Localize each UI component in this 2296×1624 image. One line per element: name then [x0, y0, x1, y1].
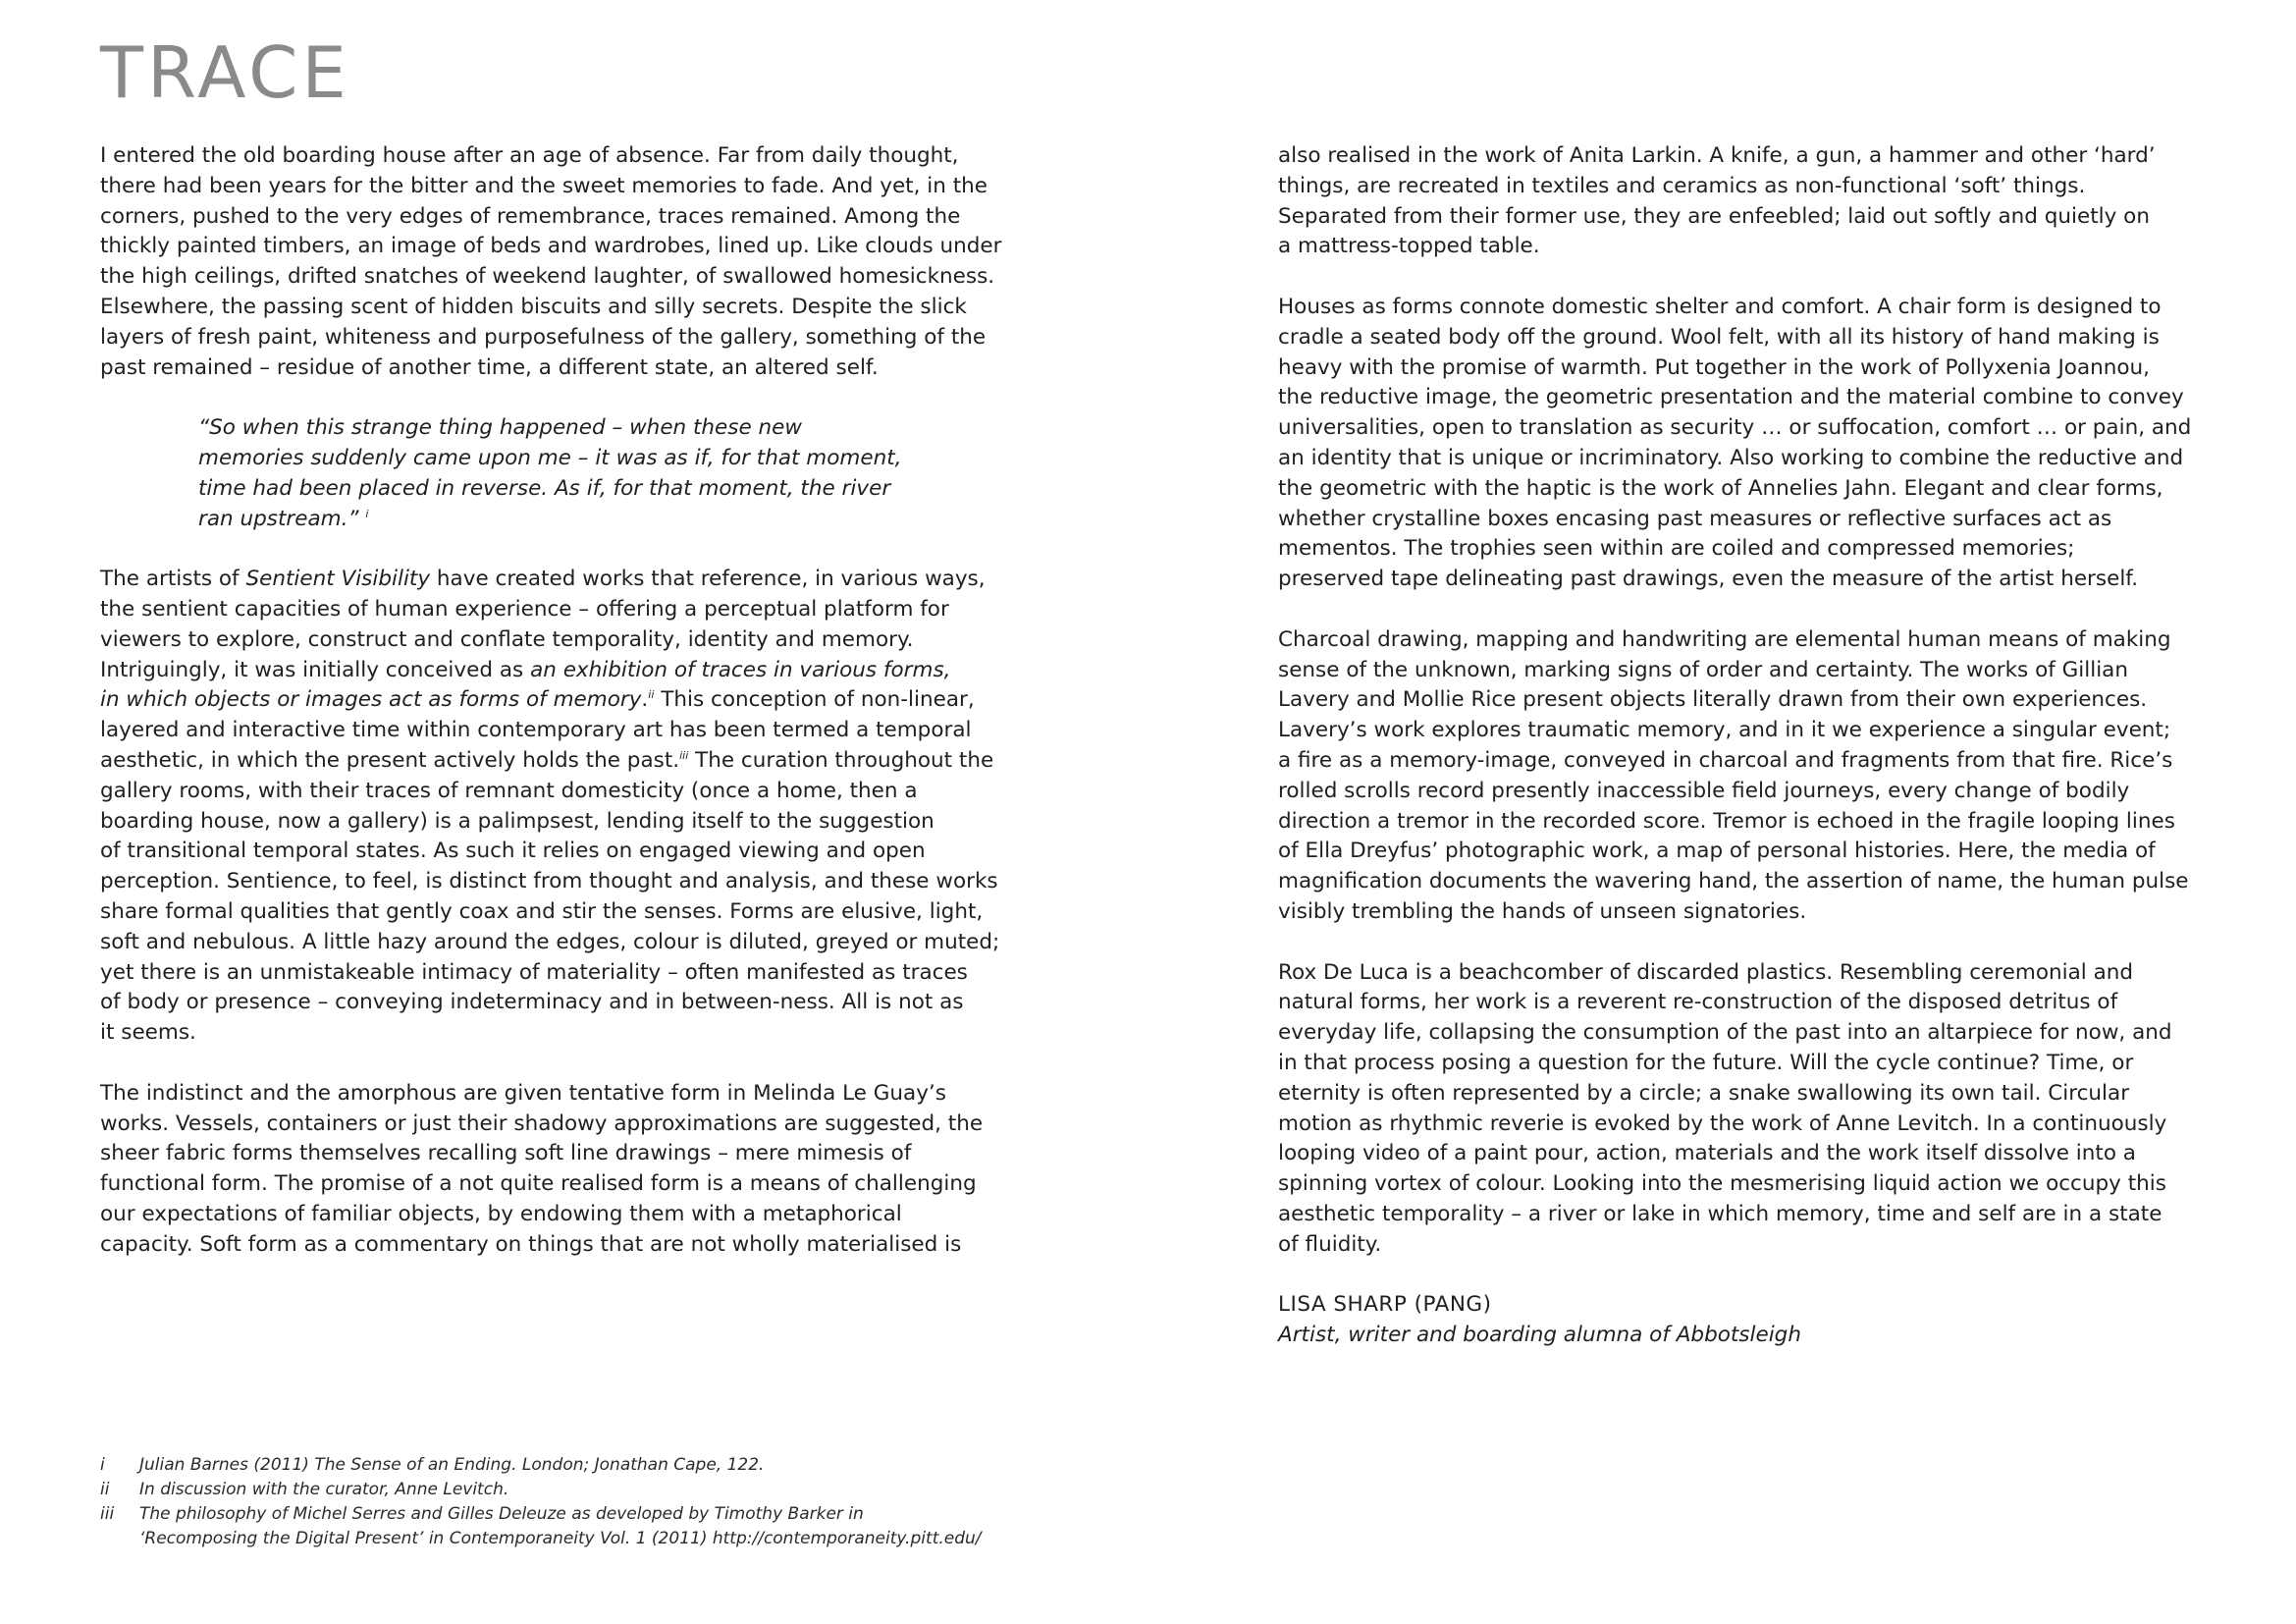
text-line: sheer fabric forms themselves recalling soft line drawings – mere mimesis of — [100, 1141, 912, 1166]
text-line: spinning vortex of colour. Looking into the mesmerising liquid action we occupy this — [1278, 1171, 2166, 1197]
text-line — [100, 656, 1042, 686]
text-line: soft and nebulous. A little hazy around the edges, colour is diluted, greyed or muted; — [100, 929, 1000, 954]
text-line: corners, pushed to the very edges of remembrance, traces remained. Among the — [100, 203, 961, 229]
text-line: of body or presence – conveying indeterminacy and in between-ness. All is not as — [100, 990, 964, 1015]
text-line: capacity. Soft form as a commentary on things that are not wholly materialised is — [100, 1231, 962, 1257]
text-line: natural forms, her work is a reverent re-construction of the disposed detritus of — [1278, 990, 2118, 1015]
text-line: things, are recreated in textiles and ceramics as non-functional ‘soft’ things. — [1278, 173, 2086, 198]
footnote-text: Julian Barnes (2011) The Sense of an Ending. London; Jonathan Cape, 122. — [139, 1455, 765, 1475]
text-line — [100, 565, 1042, 595]
text-italic: an exhibition of traces in various forms, — [530, 657, 951, 682]
text-line: Charcoal drawing, mapping and handwriting are elemental human means of making — [1278, 626, 2171, 652]
text-line: layered and interactive time within contemporary art has been termed a temporal — [100, 718, 972, 743]
text-line: works. Vessels, containers or just their shadowy approximations are suggested, the — [100, 1110, 984, 1136]
text-line: the high ceilings, drifted snatches of weekend laughter, of swallowed homesickness. — [100, 264, 995, 290]
text-line: mementos. The trophies seen within are coiled and compressed memories; — [1278, 536, 2075, 562]
footnote — [100, 1527, 1180, 1551]
exhibition-title: Sentient Visibility — [245, 567, 431, 592]
footnote — [100, 1502, 1180, 1527]
text-line: motion as rhythmic reverie is evoked by the work of Anne Levitch. In a continuously — [1278, 1110, 2167, 1136]
text-line: universalities, open to translation as security … or suffocation, comfort … or pain, and — [1278, 415, 2192, 441]
quote-text: ran upstream.” — [198, 506, 359, 531]
text-line: of Ella Dreyfus’ photographic work, a map of personal histories. Here, the media of — [1278, 839, 2156, 864]
text-line: Rox De Luca is a beachcomber of discarded plastics. Resembling ceremonial and — [1278, 959, 2134, 985]
footnote-ref: i — [365, 507, 369, 520]
text-line: eternity is often represented by a circle; a snake swallowing its own tail. Circular — [1278, 1080, 2130, 1106]
text-line: gallery rooms, with their traces of remnant domesticity (once a home, then a — [100, 778, 918, 803]
text-line: whether crystalline boxes encasing past measures or reflective surfaces act as — [1278, 506, 2112, 531]
text-line: a mattress-topped table. — [1278, 234, 1540, 259]
text-line: Elsewhere, the passing scent of hidden biscuits and silly secrets. Despite the slick — [100, 294, 967, 319]
text-line: cradle a seated body off the ground. Wool felt, with all its history of hand making is — [1278, 324, 2160, 350]
text-line: aesthetic temporality – a river or lake in which memory, time and self are in a state — [1278, 1201, 2163, 1226]
text-line: layers of fresh paint, whiteness and purposefulness of the gallery, something of the — [100, 324, 987, 350]
text-line: the geometric with the haptic is the work of Annelies Jahn. Elegant and clear forms, — [1278, 475, 2163, 501]
paragraph-charcoal — [1278, 625, 2220, 928]
paragraph-larkin — [1278, 141, 2220, 262]
author-role: Artist, writer and boarding alumna of Abbotsleigh — [1278, 1323, 1801, 1348]
text-line: I entered the old boarding house after an age of absence. Far from daily thought, — [100, 143, 959, 168]
footnote-text: ‘Recomposing the Digital Present’ in Contemporaneity Vol. 1 (2011) http://contemporaneity.pitt.edu/ — [139, 1529, 982, 1548]
page-title: TRACE — [100, 31, 350, 114]
quote-line: “So when this strange thing happened – when these new — [198, 415, 802, 441]
footnote — [100, 1453, 1180, 1478]
paragraph-de-luca — [1278, 958, 2220, 1261]
right-column — [1278, 141, 2220, 1351]
paragraph-le-guay — [100, 1079, 1042, 1261]
text-line: magnification documents the wavering hand, the assertion of name, the human pulse — [1278, 869, 2189, 894]
quote-line: memories suddenly came upon me – it was as if, for that moment, — [198, 445, 902, 470]
footnote-mark: iii — [100, 1504, 115, 1524]
text-run: The curation throughout the — [688, 747, 994, 773]
text-line: an identity that is unique or incriminatory. Also working to combine the reductive and — [1278, 445, 2184, 470]
text-line: visibly trembling the hands of unseen signatories. — [1278, 898, 1807, 924]
text-line: looping video of a paint pour, action, materials and the work itself dissolve into a — [1278, 1141, 2136, 1166]
quote-line — [198, 505, 1042, 535]
footnote-mark — [100, 1527, 139, 1551]
footnote-text: In discussion with the curator, Anne Levitch. — [139, 1480, 509, 1499]
footnote — [100, 1478, 1180, 1502]
footnote-ref: iii — [679, 748, 689, 762]
text-line: preserved tape delineating past drawings, even the measure of the artist herself. — [1278, 567, 2139, 592]
footnote-mark: i — [100, 1455, 105, 1475]
author-name: LISA SHARP (PANG) — [1278, 1292, 1492, 1318]
quote-line: time had been placed in reverse. As if, for that moment, the river — [198, 475, 891, 501]
text-line: in that process posing a question for the future. Will the cycle continue? Time, or — [1278, 1050, 2134, 1075]
text-line: heavy with the promise of warmth. Put together in the work of Pollyxenia Joannou, — [1278, 354, 2150, 380]
footnote-ref: ii — [648, 688, 655, 702]
text-line: Houses as forms connote domestic shelter and comfort. A chair form is designed to — [1278, 294, 2162, 319]
text-line: it seems. — [100, 1020, 196, 1046]
text-line: the sentient capacities of human experience – offering a perceptual platform for — [100, 596, 949, 622]
text-run: This conception of non-linear, — [654, 687, 975, 713]
text-line: past remained – residue of another time, a different state, an altered self. — [100, 354, 879, 380]
text-line: in which objects or images act as forms of memory.$^{ii}$ This conception of non-linear, — [100, 687, 975, 713]
text-italic: in which objects or images act as forms of memory — [100, 687, 642, 713]
text-line: of fluidity. — [1278, 1231, 1382, 1257]
text-line: also realised in the work of Anita Larkin. A knife, a gun, a hammer and other ‘hard’ — [1278, 143, 2156, 168]
paragraph-artists — [100, 565, 1042, 1049]
text-line: thickly painted timbers, an image of beds and wardrobes, lined up. Like clouds under — [100, 234, 1002, 259]
text-line: share formal qualities that gently coax and stir the senses. Forms are elusive, light, — [100, 898, 984, 924]
paragraph-houses — [1278, 293, 2220, 595]
text-line: The indistinct and the amorphous are given tentative form in Melinda Le Guay’s — [100, 1080, 946, 1106]
text-run: The artists of — [100, 567, 246, 592]
text-line: everyday life, collapsing the consumption of the past into an altarpiece for now, and — [1278, 1020, 2172, 1046]
text-line: viewers to explore, construct and conflate temporality, identity and memory. — [100, 626, 914, 652]
text-line: direction a tremor in the recorded score. Tremor is echoed in the fragile looping lines — [1278, 808, 2175, 834]
text-line: a fire as a memory-image, conveyed in charcoal and fragments from that fire. Rice’s — [1278, 747, 2173, 773]
left-column — [100, 141, 1042, 1290]
text-line — [100, 746, 1042, 777]
text-line: our expectations of familiar objects, by endowing them with a metaphorical — [100, 1201, 902, 1226]
paragraph-intro — [100, 141, 1042, 383]
footnotes — [100, 1453, 1180, 1551]
text-run: aesthetic, in which the present actively holds the past. — [100, 747, 680, 773]
text-run: Intriguingly, it was initially conceived as — [100, 657, 531, 682]
block-quote — [198, 413, 1042, 534]
text-line: sense of the unknown, marking signs of order and certainty. The works of Gillian — [1278, 657, 2128, 682]
text-line: rolled scrolls record presently inaccessible field journeys, every change of bodily — [1278, 778, 2130, 803]
author-signature — [1278, 1290, 2220, 1351]
text-line: yet there is an unmistakeable intimacy of materiality – often manifested as traces — [100, 959, 968, 985]
footnote-mark: ii — [100, 1480, 110, 1499]
text-line: Lavery and Mollie Rice present objects literally drawn from their own experiences. — [1278, 687, 2148, 713]
text-line: the reductive image, the geometric presentation and the material combine to convey — [1278, 385, 2184, 410]
text-line: Separated from their former use, they are enfeebled; laid out softly and quietly on — [1278, 203, 2150, 229]
text-line: boarding house, now a gallery) is a palimpsest, lending itself to the suggestion — [100, 808, 934, 834]
text-run: have created works that reference, in various ways, — [430, 567, 986, 592]
text-line: there had been years for the bitter and the sweet memories to fade. And yet, in the — [100, 173, 988, 198]
text-line: Lavery’s work explores traumatic memory, and in it we experience a singular event; — [1278, 718, 2171, 743]
text-line: of transitional temporal states. As such it relies on engaged viewing and open — [100, 839, 926, 864]
footnote-text: The philosophy of Michel Serres and Gilles Deleuze as developed by Timothy Barker in — [139, 1504, 864, 1524]
text-line: perception. Sentience, to feel, is distinct from thought and analysis, and these works — [100, 869, 998, 894]
text-line: functional form. The promise of a not quite realised form is a means of challenging — [100, 1171, 977, 1197]
